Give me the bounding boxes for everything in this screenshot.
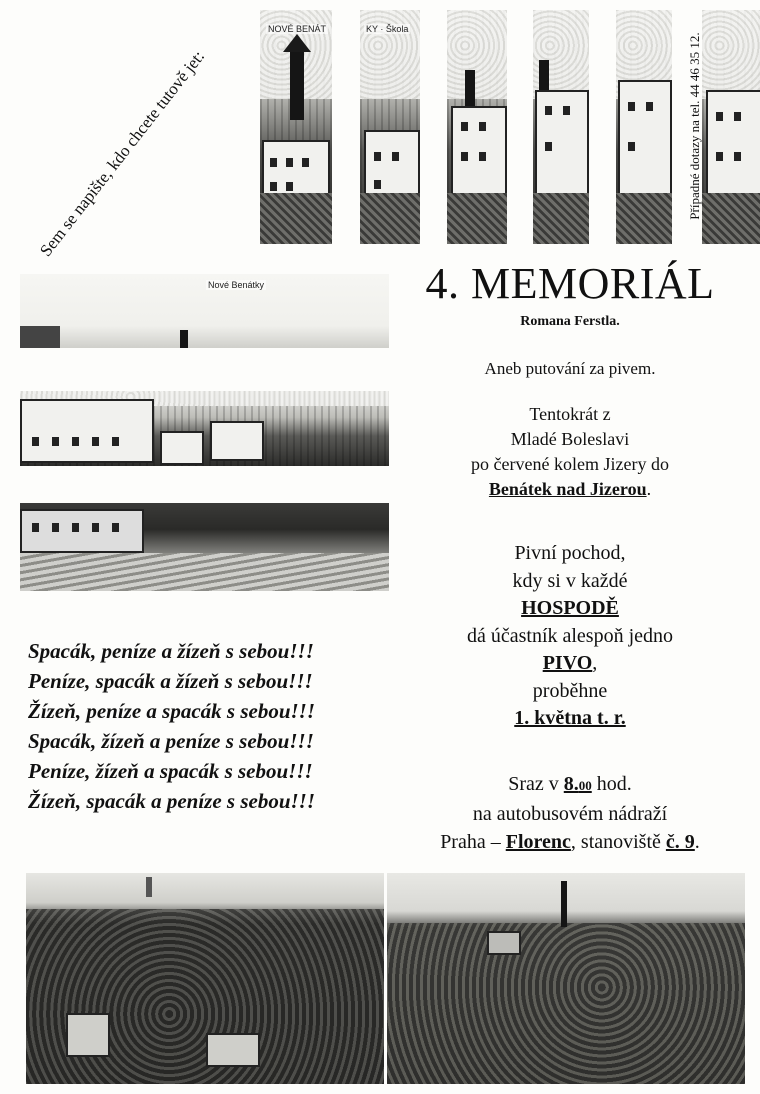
route-destination: Benátek nad Jizerou bbox=[488, 479, 647, 499]
postcard-strip-6 bbox=[702, 10, 760, 244]
march-comma: , bbox=[592, 652, 598, 674]
march-beer: PIVO bbox=[542, 652, 593, 674]
route-block bbox=[410, 402, 730, 502]
postcard-strip-landscape-2 bbox=[20, 391, 389, 466]
meeting-end: . bbox=[694, 831, 700, 853]
slogan-line: Spacák, žízeň a peníze s sebou!!! bbox=[28, 729, 314, 753]
inquiry-phone: Případné dotazy na tel. 44 46 35 12. bbox=[687, 32, 702, 220]
postcard-strip-1 bbox=[260, 10, 332, 244]
march-pub: HOSPODĚ bbox=[521, 597, 619, 619]
meeting-line-2: na autobusovém nádraží bbox=[472, 803, 668, 825]
route-line-2: Mladé Boleslavi bbox=[510, 429, 630, 449]
route-line-1: Tentokrát z bbox=[529, 404, 611, 424]
panorama-photo-left bbox=[26, 873, 384, 1084]
route-period: . bbox=[646, 479, 652, 499]
postcard-strip-5 bbox=[616, 10, 672, 244]
postcard-caption: KY · Škola bbox=[366, 24, 409, 34]
meeting-block bbox=[400, 770, 740, 856]
postcard-strip-3 bbox=[447, 10, 507, 244]
signup-note: Sem se napište, kdo chcete tutově jet: bbox=[36, 46, 209, 260]
march-line-1: Pivní pochod, bbox=[514, 542, 626, 564]
slogan-line: Peníze, žízeň a spacák s sebou!!! bbox=[28, 759, 313, 783]
page-title: 4. MEMORIÁL bbox=[425, 259, 715, 308]
meeting-prefix: Sraz v bbox=[508, 773, 564, 795]
march-line-4: dá účastník alespoň jedno bbox=[466, 624, 674, 647]
meeting-stand: č. 9 bbox=[665, 831, 695, 853]
meeting-suffix: hod. bbox=[591, 773, 632, 795]
march-line-2: kdy si v každé bbox=[512, 569, 628, 592]
panorama-photo-right bbox=[387, 873, 745, 1084]
meeting-stand-prefix: , stanoviště bbox=[570, 831, 666, 853]
meeting-time-hour: 8. bbox=[563, 773, 579, 795]
postcard-strip-4 bbox=[533, 10, 589, 244]
postcard-strip-2 bbox=[360, 10, 420, 244]
route-line-3: po červené kolem Jizery do bbox=[471, 454, 669, 474]
march-block bbox=[410, 540, 730, 733]
march-date: 1. května t. r. bbox=[514, 707, 626, 729]
slogan-line: Žízeň, peníze a spacák s sebou!!! bbox=[28, 699, 316, 723]
slogan-line: Peníze, spacák a žízeň s sebou!!! bbox=[28, 669, 313, 693]
meeting-praha: Praha – bbox=[440, 831, 506, 853]
postcard-strip-landscape-1 bbox=[20, 274, 389, 348]
meeting-florenc: Florenc bbox=[505, 831, 571, 853]
meeting-time bbox=[564, 773, 592, 795]
slogan-list bbox=[28, 636, 398, 816]
meeting-time-min: 00 bbox=[578, 778, 592, 793]
postcard-caption: NOVÉ BENÁT bbox=[268, 24, 327, 34]
slogan-line: Spacák, peníze a žízeň s sebou!!! bbox=[28, 639, 314, 663]
slogan-line: Žízeň, spacák a peníze s sebou!!! bbox=[28, 789, 316, 813]
postcard-strip-landscape-3 bbox=[20, 503, 389, 591]
postcard-caption: Nové Benátky bbox=[208, 280, 265, 290]
page-subtitle: Romana Ferstla. bbox=[520, 314, 620, 329]
march-line-6: proběhne bbox=[532, 679, 608, 702]
tagline: Aneb putování za pivem. bbox=[484, 359, 656, 378]
